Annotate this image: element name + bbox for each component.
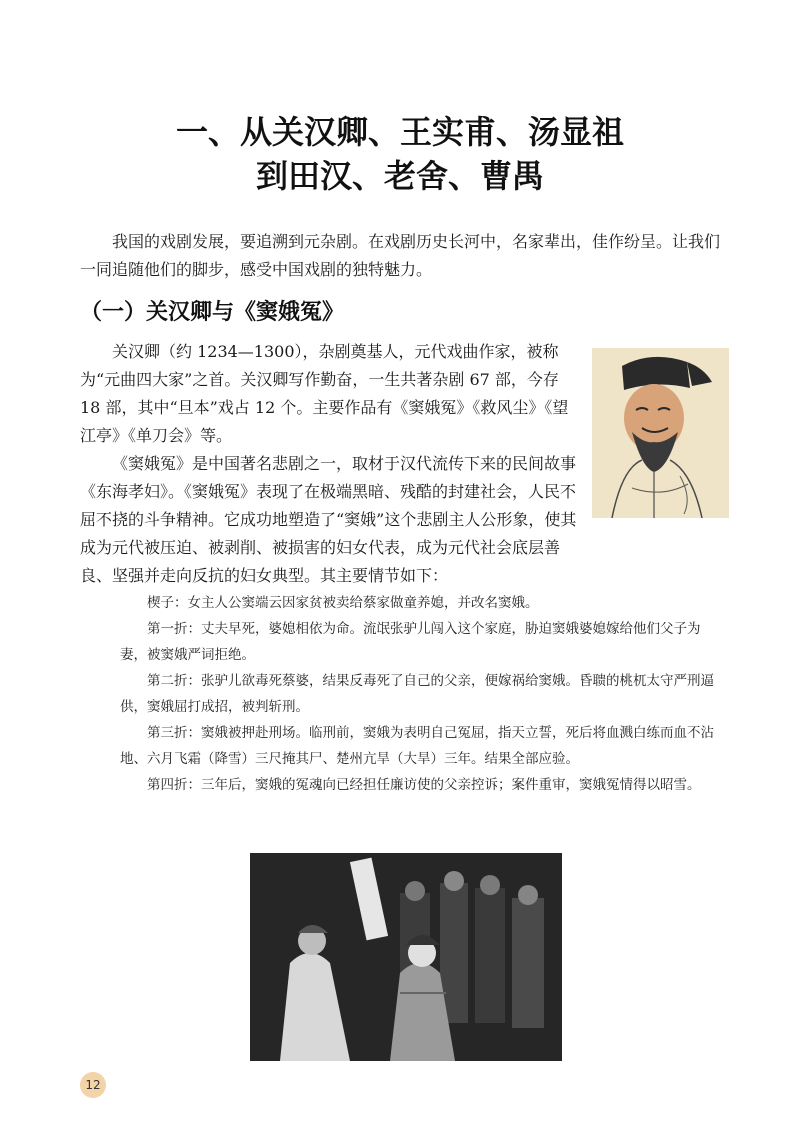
plot-act-1: 第一折：丈夫早死，婆媳相依为命。流氓张驴儿闯入这个家庭，胁迫窦娥婆媳嫁给他们父子为妻，被窦娥严词拒绝。 — [120, 621, 701, 663]
chapter-title — [0, 110, 800, 198]
stage-performance-photo — [250, 853, 562, 1061]
section-heading: （一）关汉卿与《窦娥冤》 — [80, 299, 345, 325]
page-number: 12 — [80, 1072, 106, 1098]
guan-hanqing-portrait — [592, 348, 729, 518]
plot-summary — [120, 590, 720, 798]
plot-act-4: 第四折：三年后，窦娥的冤魂向已经担任廉访使的父亲控诉；案件重审，窦娥冤情得以昭雪。 — [147, 777, 701, 793]
chapter-title-line-1: 一、从关汉卿、王实甫、汤显祖 — [175, 113, 624, 151]
plot-prologue: 楔子：女主人公窦端云因家贫被卖给蔡家做童养媳，并改名窦娥。 — [147, 595, 539, 611]
section-body — [80, 338, 580, 590]
biography-paragraph: 关汉卿（约 1234—1300），杂剧奠基人，元代戏曲作家，被称为“元曲四大家”之首。关汉卿写作勤奋，一生共著杂剧 67 部，今存 18 部，其中“旦本”戏占 12 个。主要作品有《窦娥冤》《救风尘》《望江亭》《单刀会》等。 — [80, 342, 569, 445]
plot-act-3: 第三折：窦娥被押赴刑场。临刑前，窦娥为表明自己冤屈，指天立誓，死后将血溅白练而血不沾地、六月飞霜（降雪）三尺掩其尸、楚州亢旱（大旱）三年。结果全部应验。 — [120, 725, 714, 767]
chapter-title-line-2: 到田汉、老舍、曹禺 — [255, 157, 544, 195]
plot-act-2: 第二折：张驴儿欲毒死蔡婆，结果反毒死了自己的父亲，便嫁祸给窦娥。昏聩的桃杌太守严刑逼供，窦娥屈打成招，被判斩刑。 — [120, 673, 714, 715]
intro-paragraph: 我国的戏剧发展，要追溯到元杂剧。在戏剧历史长河中，名家辈出，佳作纷呈。让我们一同追随他们的脚步，感受中国戏剧的独特魅力。 — [80, 232, 721, 279]
play-summary-paragraph: 《窦娥冤》是中国著名悲剧之一，取材于汉代流传下来的民间故事《东海孝妇》。《窦娥冤》表现了在极端黑暗、残酷的封建社会，人民不屈不挠的斗争精神。它成功地塑造了“窦娥”这个悲剧主人公形象，使其成为元代被压迫、被剥削、被损害的妇女代表，成为元代社会底层善良、坚强并走向反抗的妇女典型。其主要情节如下： — [80, 454, 577, 585]
